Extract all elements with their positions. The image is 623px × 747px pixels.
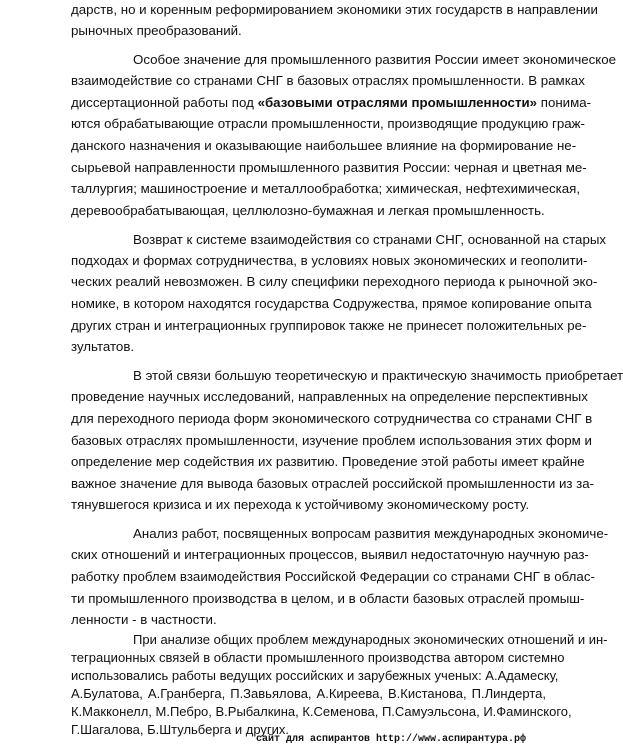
text-line: важное значение для вывода базовых отраслей российской промышленности из за- xyxy=(71,476,595,491)
text-line: дарств, но и коренным реформированием экономики этих государств в направлении xyxy=(71,2,598,17)
text-line: подходах и формах сотрудничества, в условиях новых экономических и геополити- xyxy=(71,253,588,268)
text-line: других стран и интеграционных группировок также не принесет положительных ре- xyxy=(71,318,587,333)
text-line: тянувшегося кризиса и их перехода к устойчивому экономическому росту. xyxy=(71,497,530,512)
text-line: рыночных преобразований. xyxy=(71,23,242,38)
text-line: работку проблем взаимодействия Российской Федерации со странами СНГ в облас- xyxy=(71,569,595,584)
text-line: определение мер содействия их развитию. Проведение этой работы имеет крайне xyxy=(71,454,585,469)
text-line: ти промышленного производства в целом, и в области базовых отраслей промыш- xyxy=(71,591,585,606)
text-line: взаимодействие со странами СНГ в базовых отраслях промышленности. В рамках xyxy=(71,73,585,88)
text-line: В этой связи большую теоретическую и практическую значимость приобретает xyxy=(133,368,623,383)
text-line: К.Макконелл, М.Пебро, В.Рыбалкина, К.Семенова, П.Самуэльсона, И.Фаминского, xyxy=(71,704,572,719)
text-line: деревообрабатывающая, целлюлозно-бумажная и легкая промышленность. xyxy=(71,203,545,218)
text-line: для переходного периода форм экономического сотрудничества со странами СНГ в xyxy=(71,411,593,426)
text-run: диссертационной работы под xyxy=(71,95,258,110)
text-line: сырьевой направленности промышленного развития России: черная и цветная ме- xyxy=(71,160,587,175)
text-line: таллургия; машиностроение и металлообработка; химическая, нефтехимическая, xyxy=(71,181,581,196)
text-line: ются обрабатывающие отрасли промышленности, производящие продукцию граж- xyxy=(71,116,585,131)
text-line: Возврат к системе взаимодействия со странами СНГ, основанной на старых xyxy=(133,232,607,247)
text-line: номике, в котором находятся государства Содружества, прямое копирование опыта xyxy=(71,296,592,311)
text-line: использовались работы ведущих российских и зарубежных ученых: А.Адамеску, xyxy=(71,668,559,683)
text-line: ческих реалий невозможен. В силу специфики переходного периода к рыночной эко- xyxy=(71,274,598,289)
site-footer-watermark: сайт для аспирантов http://www.аспирантура.рф xyxy=(256,734,527,745)
text-line: Анализ работ, посвященных вопросам развития международных экономиче- xyxy=(133,526,609,541)
text-line: Г.Шагалова, Б.Штульберга и других. xyxy=(71,722,290,737)
text-line: ленности - в частности. xyxy=(71,612,217,627)
text-line: проведение научных исследований, направленных на определение перспективных xyxy=(71,389,588,404)
text-line: ских отношений и интеграционных процессов, выявил недостаточную научную раз- xyxy=(71,547,589,562)
text-line: Особое значение для промышленного развития России имеет экономическое xyxy=(133,52,617,67)
text-line-with-bold-term xyxy=(71,95,592,111)
text-line: теграционных связей в области промышленного производства автором системно xyxy=(71,650,565,665)
text-line: При анализе общих проблем международных экономических отношений и ин- xyxy=(133,632,608,647)
text-line: А.Булатова, А.Гранберга, П.Завьялова, А.Киреева, В.Кистанова, П.Линдерта, xyxy=(71,686,546,701)
text-line: данского назначения и оказывающие наибольшее влияние на формирование не- xyxy=(71,138,577,153)
bold-term: «базовыми отраслями промышленности» xyxy=(257,95,538,110)
text-line: зультатов. xyxy=(71,339,135,354)
text-line: базовых отраслях промышленности, изучение проблем использования этих форм и xyxy=(71,433,592,448)
text-run: понима- xyxy=(537,95,592,110)
